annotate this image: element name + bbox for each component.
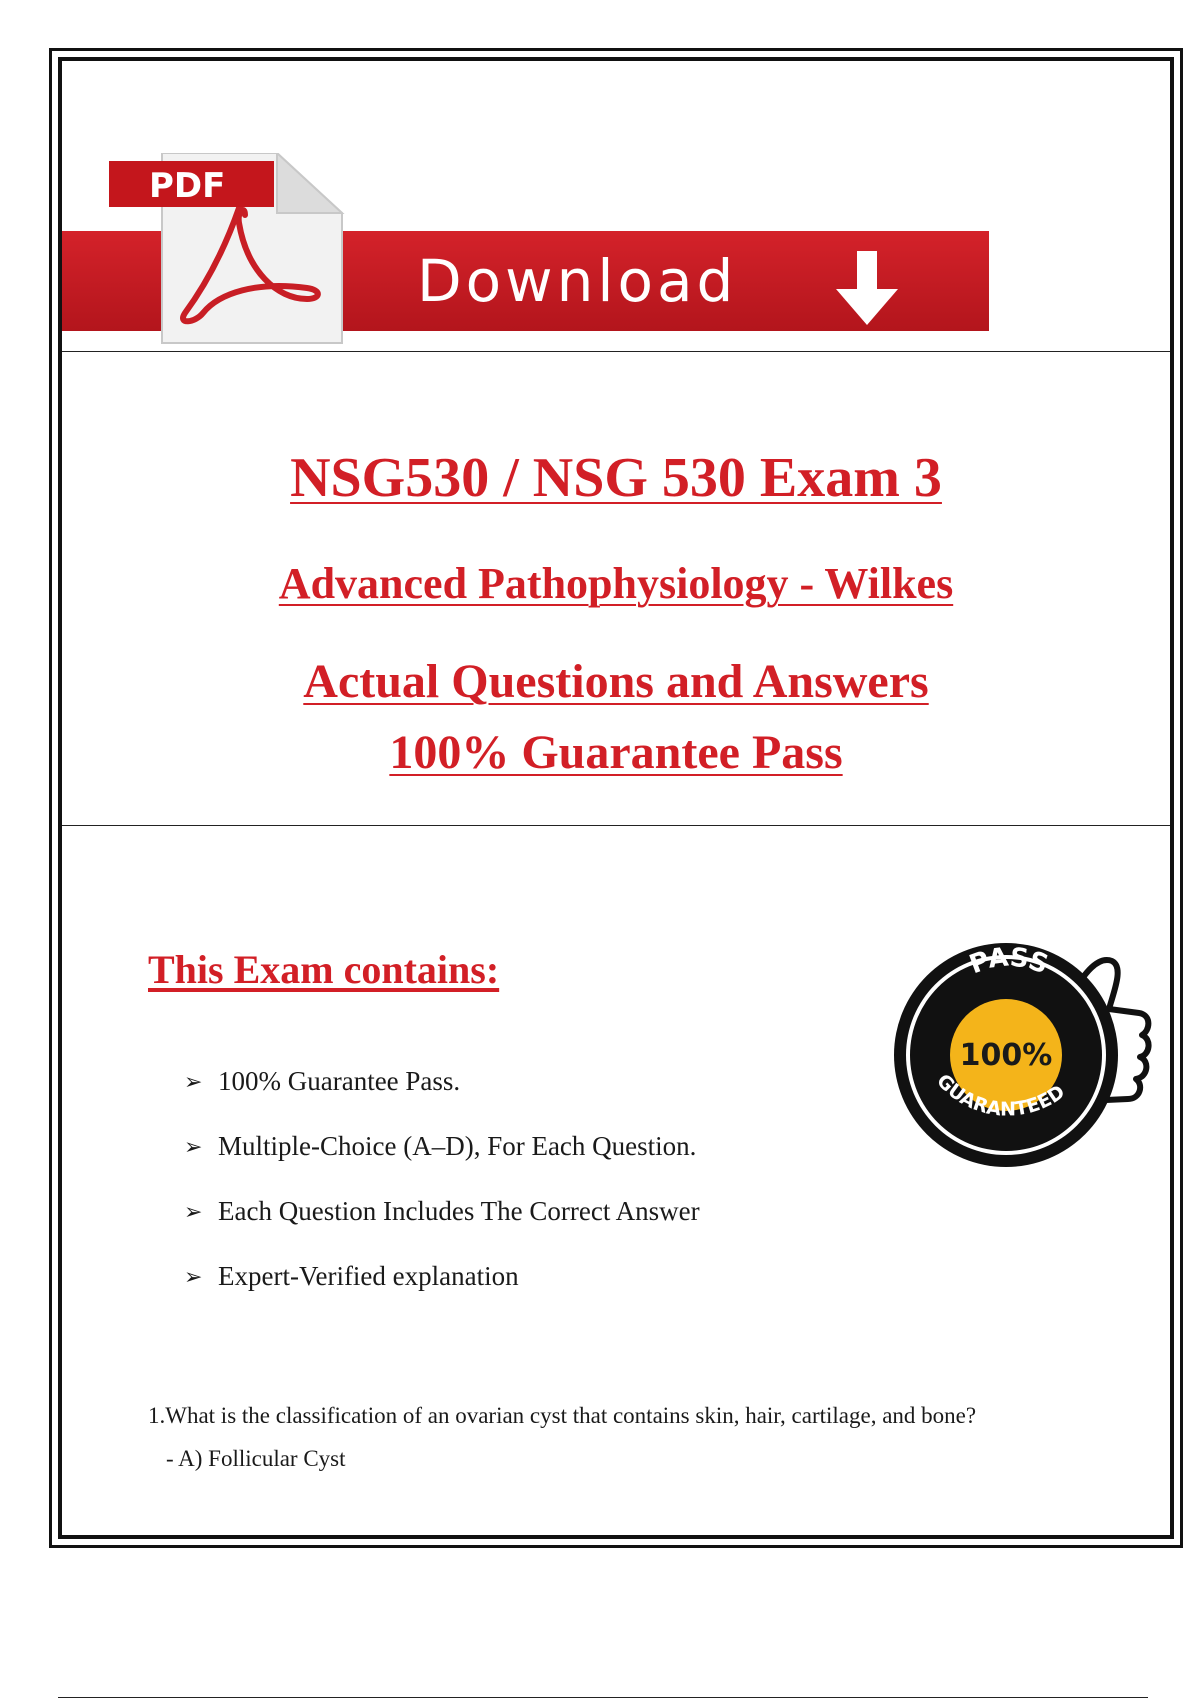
subject-title: Advanced Pathophysiology - Wilkes [278, 559, 954, 608]
divider-middle [62, 825, 1170, 826]
badge-top-text: PASS [965, 942, 1053, 981]
list-item [184, 1131, 700, 1196]
qa-title: Actual Questions and Answers [303, 655, 929, 708]
list-item-text: Each Question Includes The Correct Answer [218, 1196, 700, 1226]
course-title: NSG530 / NSG 530 Exam 3 [290, 447, 942, 509]
pass-guaranteed-badge [884, 931, 1154, 1181]
question-1-text: 1.What is the classification of an ovarian cyst that contains skin, hair, cartilage, and bone? [148, 1403, 977, 1428]
badge-center-text: 100% [959, 1038, 1053, 1073]
arrow-bullet-icon: ➢ [184, 1264, 203, 1289]
footer-rule [58, 1697, 1148, 1698]
list-item-text: Expert-Verified explanation [218, 1261, 519, 1291]
arrow-bullet-icon: ➢ [184, 1199, 203, 1224]
list-item [184, 1066, 700, 1131]
pdf-label: PDF [149, 166, 226, 206]
list-item-text: 100% Guarantee Pass. [218, 1066, 461, 1096]
list-item [184, 1261, 700, 1326]
exam-contents-list [184, 1066, 700, 1326]
download-arrow-icon[interactable] [832, 249, 902, 329]
arrow-bullet-icon: ➢ [184, 1134, 203, 1159]
question-1-option-a: - A) Follicular Cyst [166, 1446, 346, 1471]
list-item-text: Multiple-Choice (A–D), For Each Question. [218, 1131, 697, 1161]
page-frame-inner [58, 57, 1174, 1539]
exam-contains-heading: This Exam contains: [148, 947, 500, 992]
pdf-file-icon [107, 153, 347, 353]
badge-bottom-text: GUARANTEED [932, 1069, 1069, 1121]
arrow-bullet-icon: ➢ [184, 1069, 203, 1094]
download-label[interactable]: Download [417, 247, 738, 315]
divider-top [62, 351, 1170, 352]
page-frame-outer [49, 48, 1183, 1548]
list-item [184, 1196, 700, 1261]
guarantee-title: 100% Guarantee Pass [389, 726, 843, 779]
